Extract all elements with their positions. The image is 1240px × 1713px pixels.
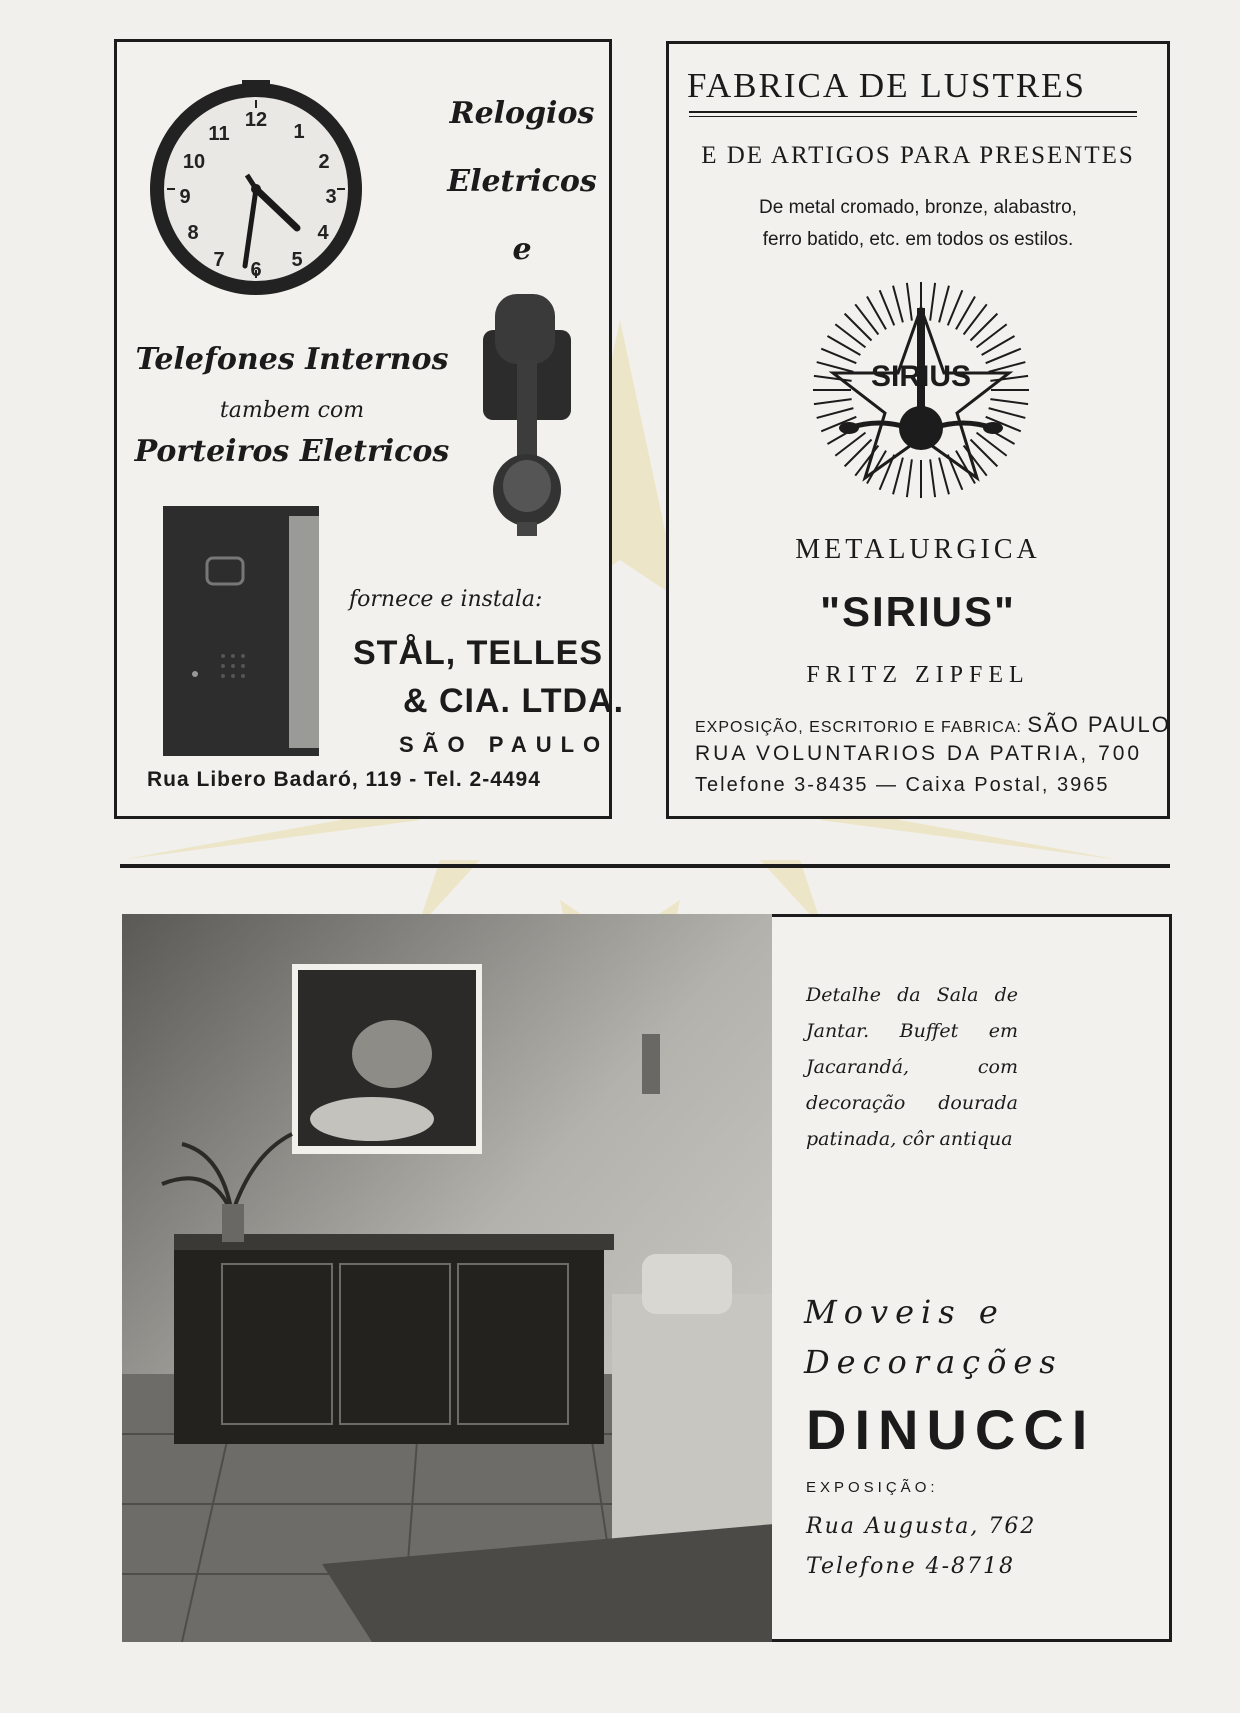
svg-text:11: 11 xyxy=(208,123,230,145)
firm-address: Rua Libero Badaró, 119 - Tel. 2-4494 xyxy=(147,768,541,791)
dining-room-photo xyxy=(122,914,774,1642)
telephone-icon xyxy=(477,290,577,540)
product-sub: tambem com xyxy=(219,398,365,423)
ad-tagline: Moveis e Decorações xyxy=(804,1293,1063,1381)
svg-text:1: 1 xyxy=(293,121,305,143)
exposicao-label: EXPOSIÇÃO: xyxy=(806,1479,939,1496)
ad-description: De metal cromado, bronze, alabastro, ferro batido, etc. em todos os estilos. xyxy=(759,197,1077,250)
ad-relogios-eletricos xyxy=(114,39,625,819)
title-underline xyxy=(689,111,1137,113)
title-underline-thin xyxy=(689,116,1137,117)
exposicao-line: EXPOSIÇÃO, ESCRITORIO E FABRICA: SÃO PAULO xyxy=(695,712,1171,737)
intercom-box-icon xyxy=(163,506,319,756)
headline: Relogios Eletricos e xyxy=(447,96,597,267)
svg-text:10: 10 xyxy=(182,151,206,173)
section-divider xyxy=(120,864,1170,868)
clock-number: 12 xyxy=(244,109,268,131)
brand-name: DINUCCI xyxy=(806,1398,1096,1461)
company-owner: FRITZ ZIPFEL xyxy=(806,662,1030,688)
product-telefones: Telefones Internos xyxy=(135,342,449,377)
firm-name-line2: & CIA. LTDA. xyxy=(403,682,625,720)
ad-title: FABRICA DE LUSTRES xyxy=(687,66,1087,105)
svg-text:3: 3 xyxy=(325,186,337,208)
svg-text:2: 2 xyxy=(318,151,330,173)
ad-subtitle: E DE ARTIGOS PARA PRESENTES xyxy=(701,142,1135,169)
contact-info: Rua Augusta, 762 Telefone 4-8718 xyxy=(806,1514,1037,1579)
company-type: METALURGICA xyxy=(795,534,1041,565)
firm-name-line1: STÅL, TELLES xyxy=(353,634,603,672)
ad-fabrica-de-lustres xyxy=(666,41,1170,819)
svg-text:9: 9 xyxy=(179,186,191,208)
svg-text:6: 6 xyxy=(250,259,262,281)
company-street: RUA VOLUNTARIOS DA PATRIA, 700 xyxy=(695,742,1143,765)
wall-clock-icon xyxy=(147,80,365,298)
ad-dinucci xyxy=(772,914,1172,1642)
product-porteiros: Porteiros Eletricos xyxy=(134,434,450,469)
firm-city: SÃO PAULO xyxy=(399,732,610,757)
company-name: "SIRIUS" xyxy=(820,588,1016,635)
svg-text:7: 7 xyxy=(213,249,225,271)
photo-caption: Detalhe da Sala de Jantar. Buffet em Jacarandá, com decoração dourada patinada, côr antiqua xyxy=(806,984,1018,1150)
svg-text:SIRIUS: SIRIUS xyxy=(870,360,972,393)
supplier-intro: fornece e instala: xyxy=(349,587,543,612)
svg-text:4: 4 xyxy=(317,222,329,244)
svg-text:8: 8 xyxy=(187,222,199,244)
sirius-logo-icon xyxy=(809,278,1033,502)
company-phone: Telefone 3-8435 — Caixa Postal, 3965 xyxy=(695,774,1110,796)
svg-text:5: 5 xyxy=(291,249,303,271)
